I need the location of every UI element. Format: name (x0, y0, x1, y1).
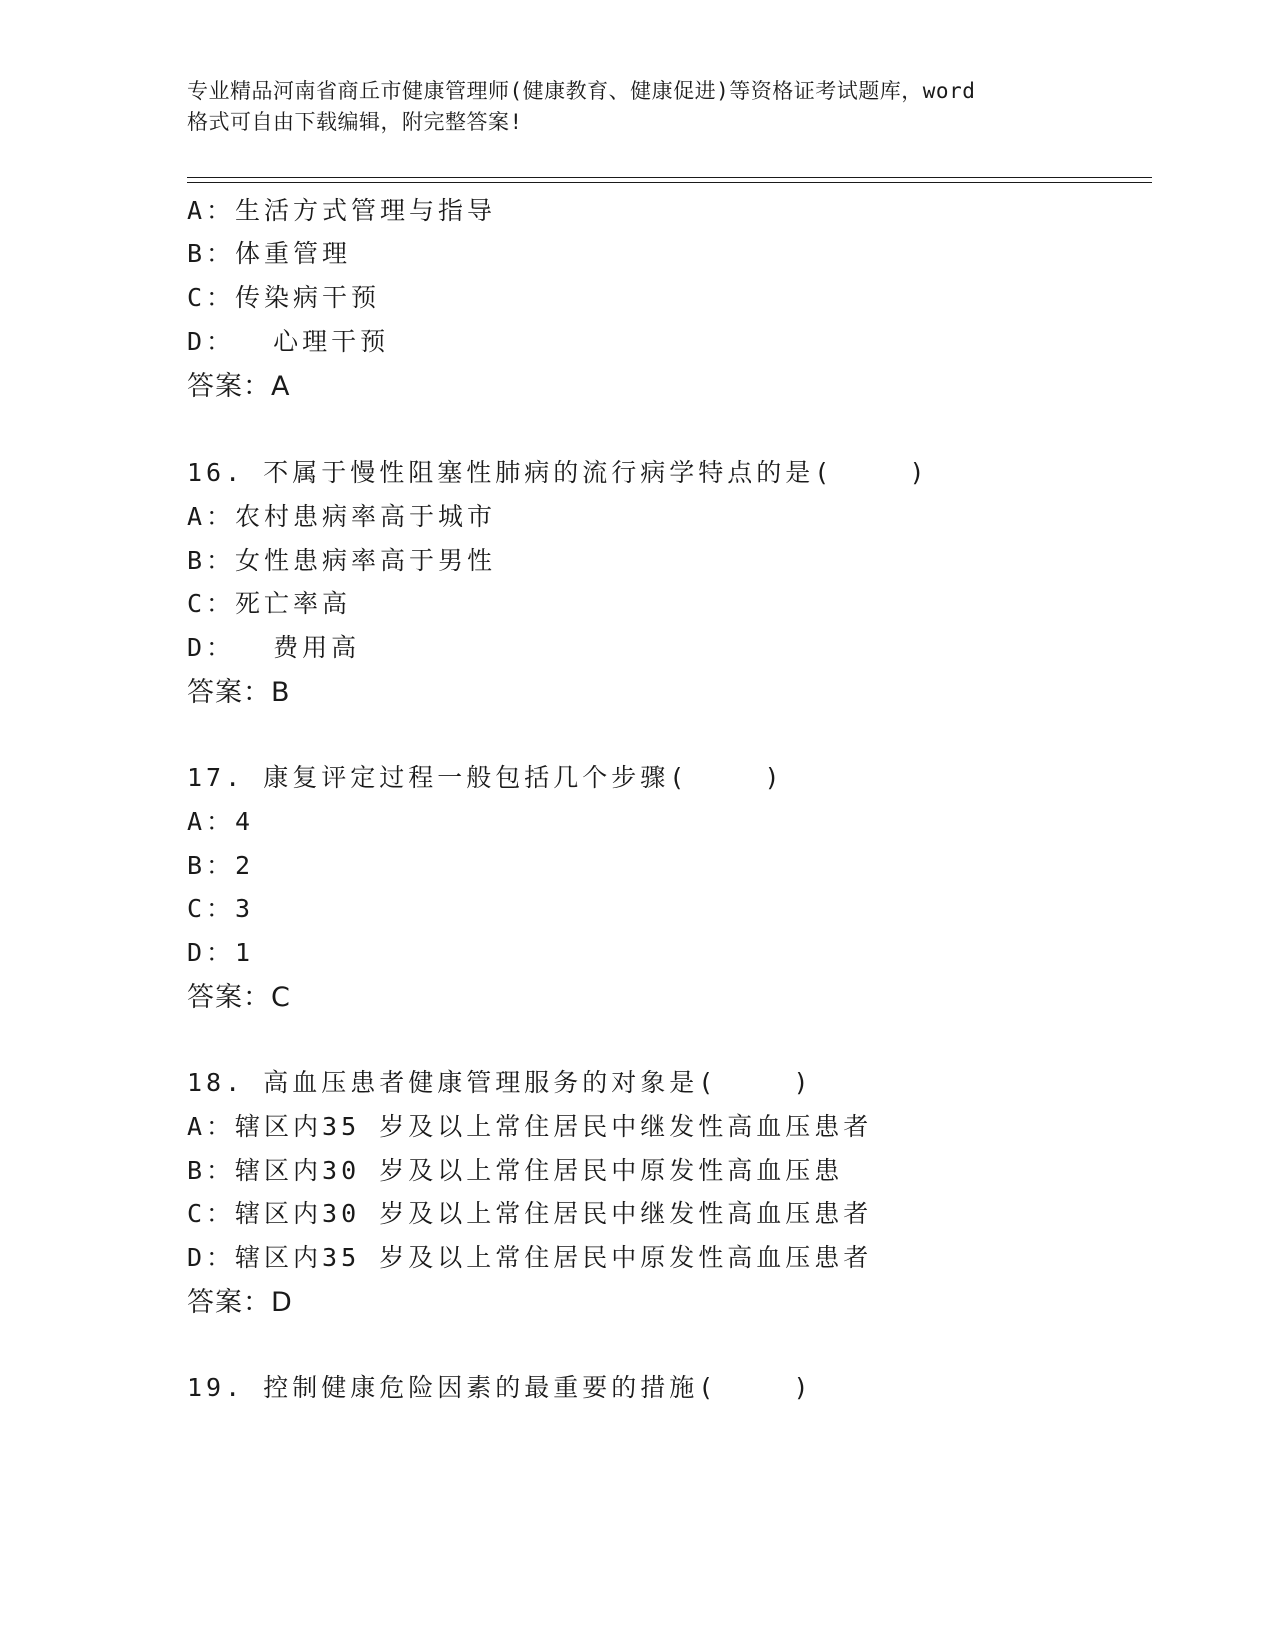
option-a: A：4 (187, 807, 255, 836)
header-line-1: 专业精品河南省商丘市健康管理师(健康教育、健康促进)等资格证考试题库，word (187, 79, 976, 103)
option-a: A：辖区内35 岁及以上常住居民中继发性高血压患者 (187, 1112, 873, 1141)
option-c: C：辖区内30 岁及以上常住居民中继发性高血压患者 (187, 1199, 873, 1228)
question-16: 16. 不属于慢性阻塞性肺病的流行病学特点的是( ) (187, 458, 929, 487)
option-d: D： 心理干预 (187, 327, 390, 356)
option-d: D： 费用高 (187, 633, 361, 662)
answer: 答案：D (187, 1287, 293, 1318)
answer: 答案：A (187, 371, 291, 402)
answer: 答案：B (187, 677, 291, 708)
option-d: D：辖区内35 岁及以上常住居民中原发性高血压患者 (187, 1243, 873, 1272)
question-19: 19. 控制健康危险因素的最重要的措施( ) (187, 1373, 813, 1402)
option-d: D：1 (187, 938, 255, 967)
option-b: B：体重管理 (187, 239, 352, 268)
header-divider-bottom (187, 182, 1152, 183)
question-17: 17. 康复评定过程一般包括几个步骤( ) (187, 763, 784, 792)
option-b: B：2 (187, 851, 255, 880)
option-b: B：辖区内30 岁及以上常住居民中原发性高血压患 (187, 1156, 844, 1185)
option-c: C：3 (187, 894, 255, 923)
answer: 答案：C (187, 982, 291, 1013)
option-a: A：生活方式管理与指导 (187, 196, 497, 225)
option-c: C：死亡率高 (187, 589, 352, 618)
option-b: B：女性患病率高于男性 (187, 546, 497, 575)
document-header (187, 76, 1087, 138)
option-a: A：农村患病率高于城市 (187, 502, 497, 531)
question-18: 18. 高血压患者健康管理服务的对象是( ) (187, 1068, 813, 1097)
option-c: C：传染病干预 (187, 283, 381, 312)
header-divider-top (187, 177, 1152, 178)
header-line-2: 格式可自由下载编辑，附完整答案! (187, 110, 523, 134)
